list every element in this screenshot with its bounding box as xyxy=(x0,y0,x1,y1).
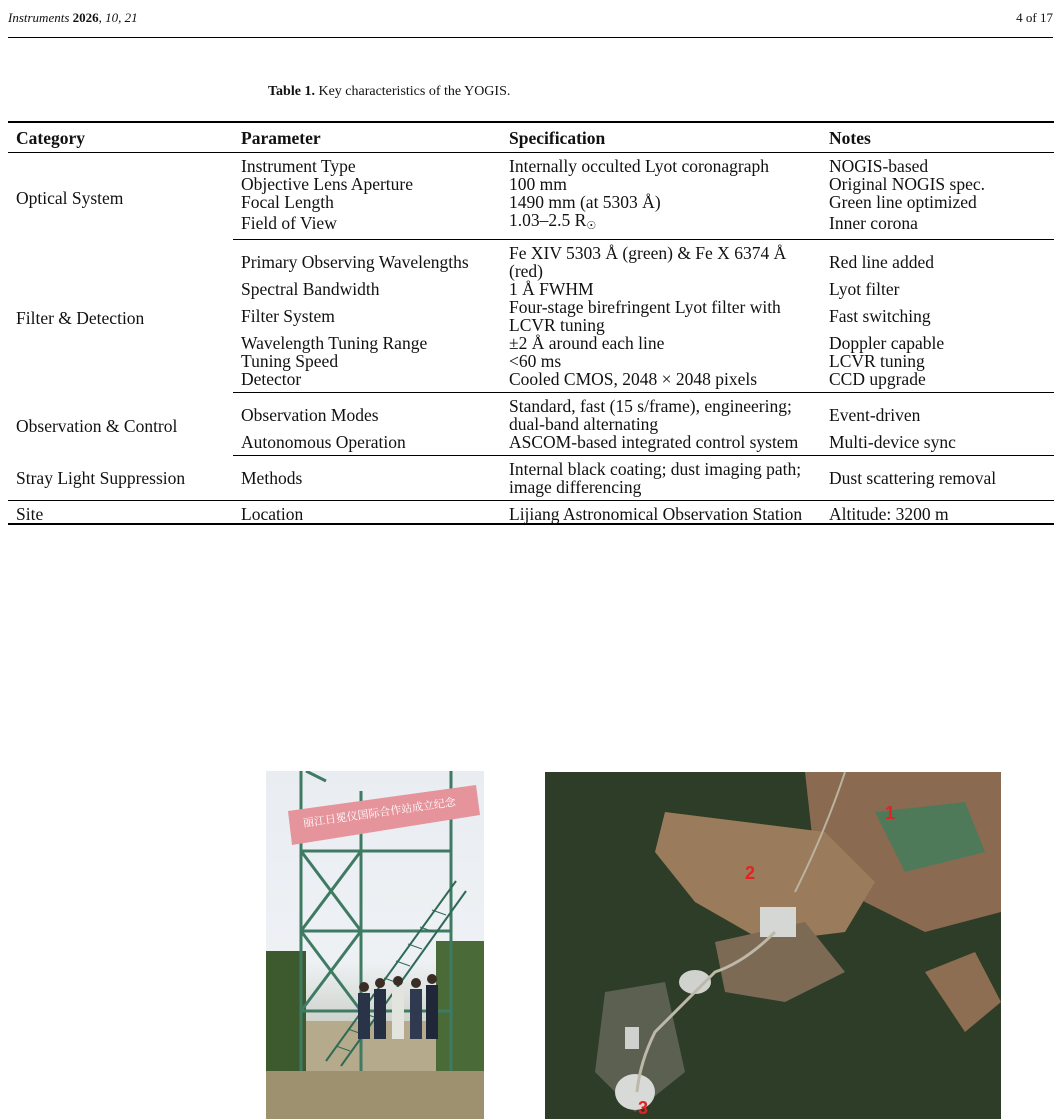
spec-cell: 1 Å FWHM xyxy=(509,279,594,299)
spec-cell: 100 mm xyxy=(509,174,567,194)
parameter-cell: Location xyxy=(233,501,501,525)
parameter-cell: Focal Length xyxy=(241,192,334,212)
characteristics-table xyxy=(8,121,1054,525)
table-caption: Table 1. Key characteristics of the YOGIS. xyxy=(268,84,511,99)
spec-cell: 1490 mm (at 5303 Å) xyxy=(509,192,661,212)
category-cell: Observation & Control xyxy=(16,416,178,436)
parameter-cell: Autonomous Operation xyxy=(233,433,501,456)
parameter-cell: Instrument Type xyxy=(241,156,356,176)
spec-cell: Cooled CMOS, 2048 × 2048 pixels xyxy=(501,370,821,393)
satellite-terrain xyxy=(545,772,1001,1119)
parameter-cell: Field of View xyxy=(233,211,501,240)
notes-cell: Inner corona xyxy=(821,211,1054,240)
category-cell: Site xyxy=(8,501,233,525)
notes-cell: Multi-device sync xyxy=(821,433,1054,456)
parameter-cell: Methods xyxy=(233,456,501,501)
people-group xyxy=(358,974,438,1039)
spec-cell: Standard, fast (15 s/frame), engineering; dual-band alternating xyxy=(509,396,792,434)
spec-cell: Lijiang Astronomical Observation Station xyxy=(501,501,821,525)
notes-cell: Event-driven xyxy=(829,405,921,425)
spec-cell: <60 ms xyxy=(509,351,562,371)
table-row xyxy=(8,456,1054,501)
sun-symbol: ☉ xyxy=(586,220,597,232)
column-header: Specification xyxy=(501,122,821,153)
spec-cell: ASCOM-based integrated control system xyxy=(501,433,821,456)
table-row xyxy=(8,393,1054,434)
table-row xyxy=(8,153,1054,176)
notes-cell: Green line optimized xyxy=(829,192,977,212)
table-header-row xyxy=(8,122,1054,153)
satellite-map xyxy=(545,772,1001,1119)
category-cell: Stray Light Suppression xyxy=(8,456,233,501)
parameter-cell: Spectral Bandwidth xyxy=(241,279,380,299)
page-number: 4 of 17 xyxy=(1016,10,1053,25)
notes-cell: Altitude: 3200 m xyxy=(821,501,1054,525)
column-header: Parameter xyxy=(233,122,501,153)
banner-text: 丽江日冕仪国际合作站成立纪念 xyxy=(302,795,457,830)
notes-cell: Lyot filter xyxy=(829,279,900,299)
parameter-cell: Tuning Speed xyxy=(241,351,339,371)
spec-cell: 1.03–2.5 R☉ xyxy=(501,211,821,240)
notes-cell: Doppler capable xyxy=(829,333,945,353)
tower-photo xyxy=(266,771,484,1119)
tower-illustration xyxy=(266,771,484,1119)
spec-cell: Four-stage birefringent Lyot filter with LCVR tuning xyxy=(509,297,781,335)
spec-cell: Internally occulted Lyot coronagraph xyxy=(509,156,769,176)
category-cell: Optical System xyxy=(16,188,124,209)
parameter-cell: Primary Observing Wavelengths xyxy=(241,252,469,272)
notes-cell: Dust scattering removal xyxy=(821,456,1054,501)
table-row xyxy=(8,240,1054,281)
running-header xyxy=(8,8,1053,30)
notes-cell: Original NOGIS spec. xyxy=(829,174,986,194)
spec-cell: Fe XIV 5303 Å (green) & Fe X 6374 Å (red) xyxy=(509,243,787,281)
parameter-cell: Detector xyxy=(233,370,501,393)
journal-citation: Instruments 2026, 10, 21 xyxy=(8,10,138,25)
table-row xyxy=(8,501,1054,525)
parameter-cell: Objective Lens Aperture xyxy=(241,174,414,194)
column-header: Notes xyxy=(821,122,1054,153)
category-cell: Filter & Detection xyxy=(16,308,145,328)
parameter-cell: Wavelength Tuning Range xyxy=(241,333,428,353)
header-rule xyxy=(8,37,1053,38)
parameter-cell: Filter System xyxy=(241,306,335,326)
parameter-cell: Observation Modes xyxy=(241,405,379,425)
notes-cell: CCD upgrade xyxy=(821,370,1054,393)
column-header: Category xyxy=(8,122,233,153)
map-label-2: 2 xyxy=(745,863,756,883)
notes-cell: Fast switching xyxy=(829,306,931,326)
notes-cell: NOGIS-based xyxy=(829,156,929,176)
spec-cell: ±2 Å around each line xyxy=(509,333,665,353)
notes-cell: Red line added xyxy=(829,252,934,272)
notes-cell: LCVR tuning xyxy=(829,351,925,371)
map-label-3: 3 xyxy=(638,1098,649,1118)
spec-cell: Internal black coating; dust imaging path; image differencing xyxy=(501,456,821,501)
map-label-1: 1 xyxy=(885,803,896,823)
